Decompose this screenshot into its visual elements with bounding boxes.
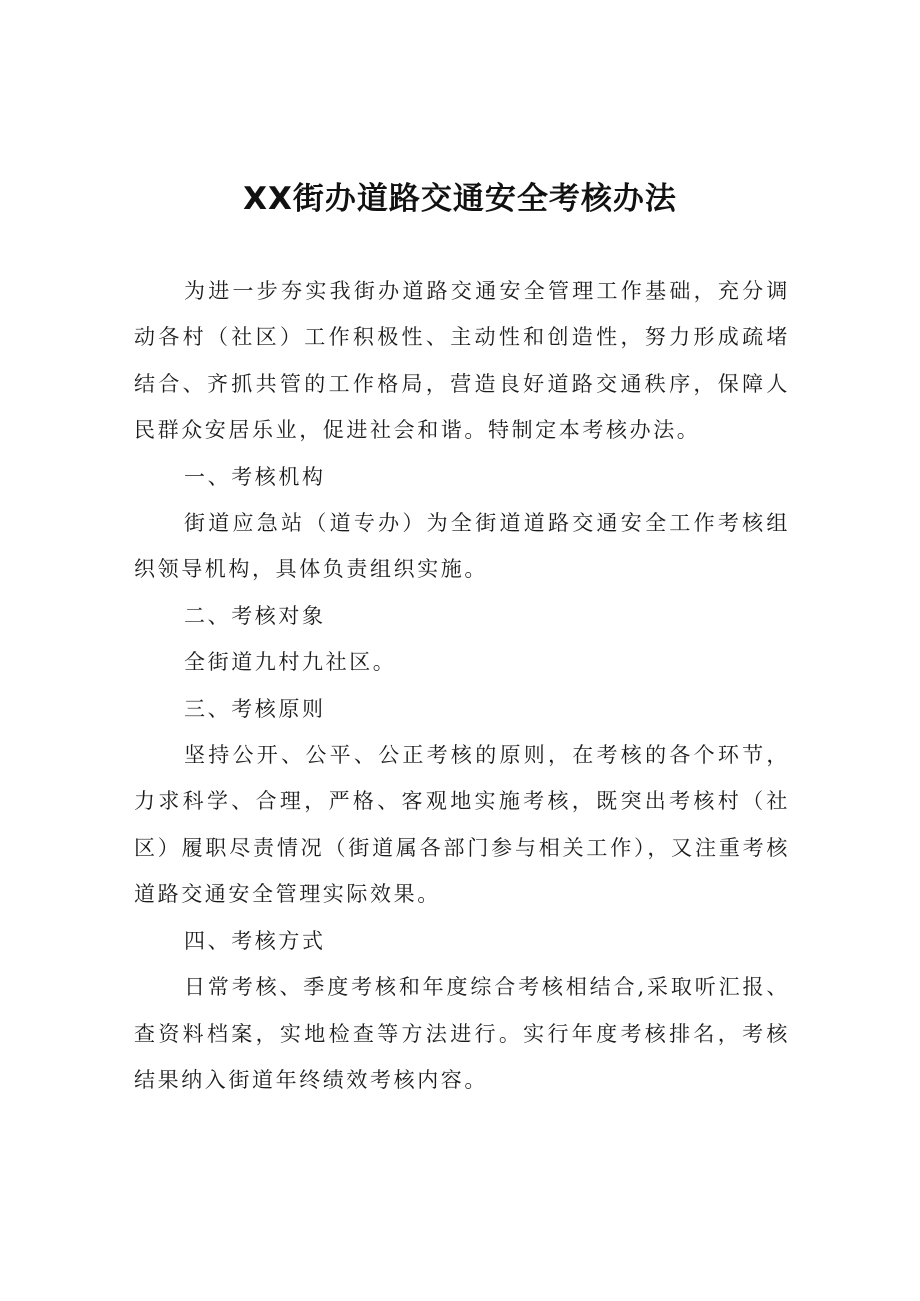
- intro-paragraph: 为进一步夯实我街办道路交通安全管理工作基础，充分调动各村（社区）工作积极性、主动性和创造性，努力形成疏堵结合、齐抓共管的工作格局，营造良好道路交通秩序，保障人民群众安居乐业，促进社会和谐。特制定本考核办法。: [134, 279, 790, 443]
- document-title: XX街办道路交通安全考核办法: [243, 181, 677, 217]
- methods-paragraph: 日常考核、季度考核和年度综合考核相结合,采取听汇报、查资料档案，实地检查等方法进行。实行年度考核排名，考核结果纳入街道年终绩效考核内容。: [134, 975, 790, 1092]
- section-heading-targets: 二、考核对象: [184, 603, 326, 628]
- document-body: [134, 268, 790, 1103]
- section-heading-principles: 三、考核原则: [184, 696, 326, 721]
- targets-paragraph: 全街道九村九社区。: [184, 650, 397, 675]
- principles-paragraph: 坚持公开、公平、公正考核的原则，在考核的各个环节，力求科学、合理，严格、客观地实施考核，既突出考核村（社区）履职尽责情况（街道属各部门参与相关工作），又注重考核道路交通安全管理实际效果。: [134, 743, 790, 907]
- section-heading-methods: 四、考核方式: [184, 928, 326, 953]
- organization-paragraph: 街道应急站（道专办）为全街道道路交通安全工作考核组织领导机构，具体负责组织实施。: [134, 511, 790, 582]
- section-heading-organization: 一、考核机构: [184, 464, 326, 489]
